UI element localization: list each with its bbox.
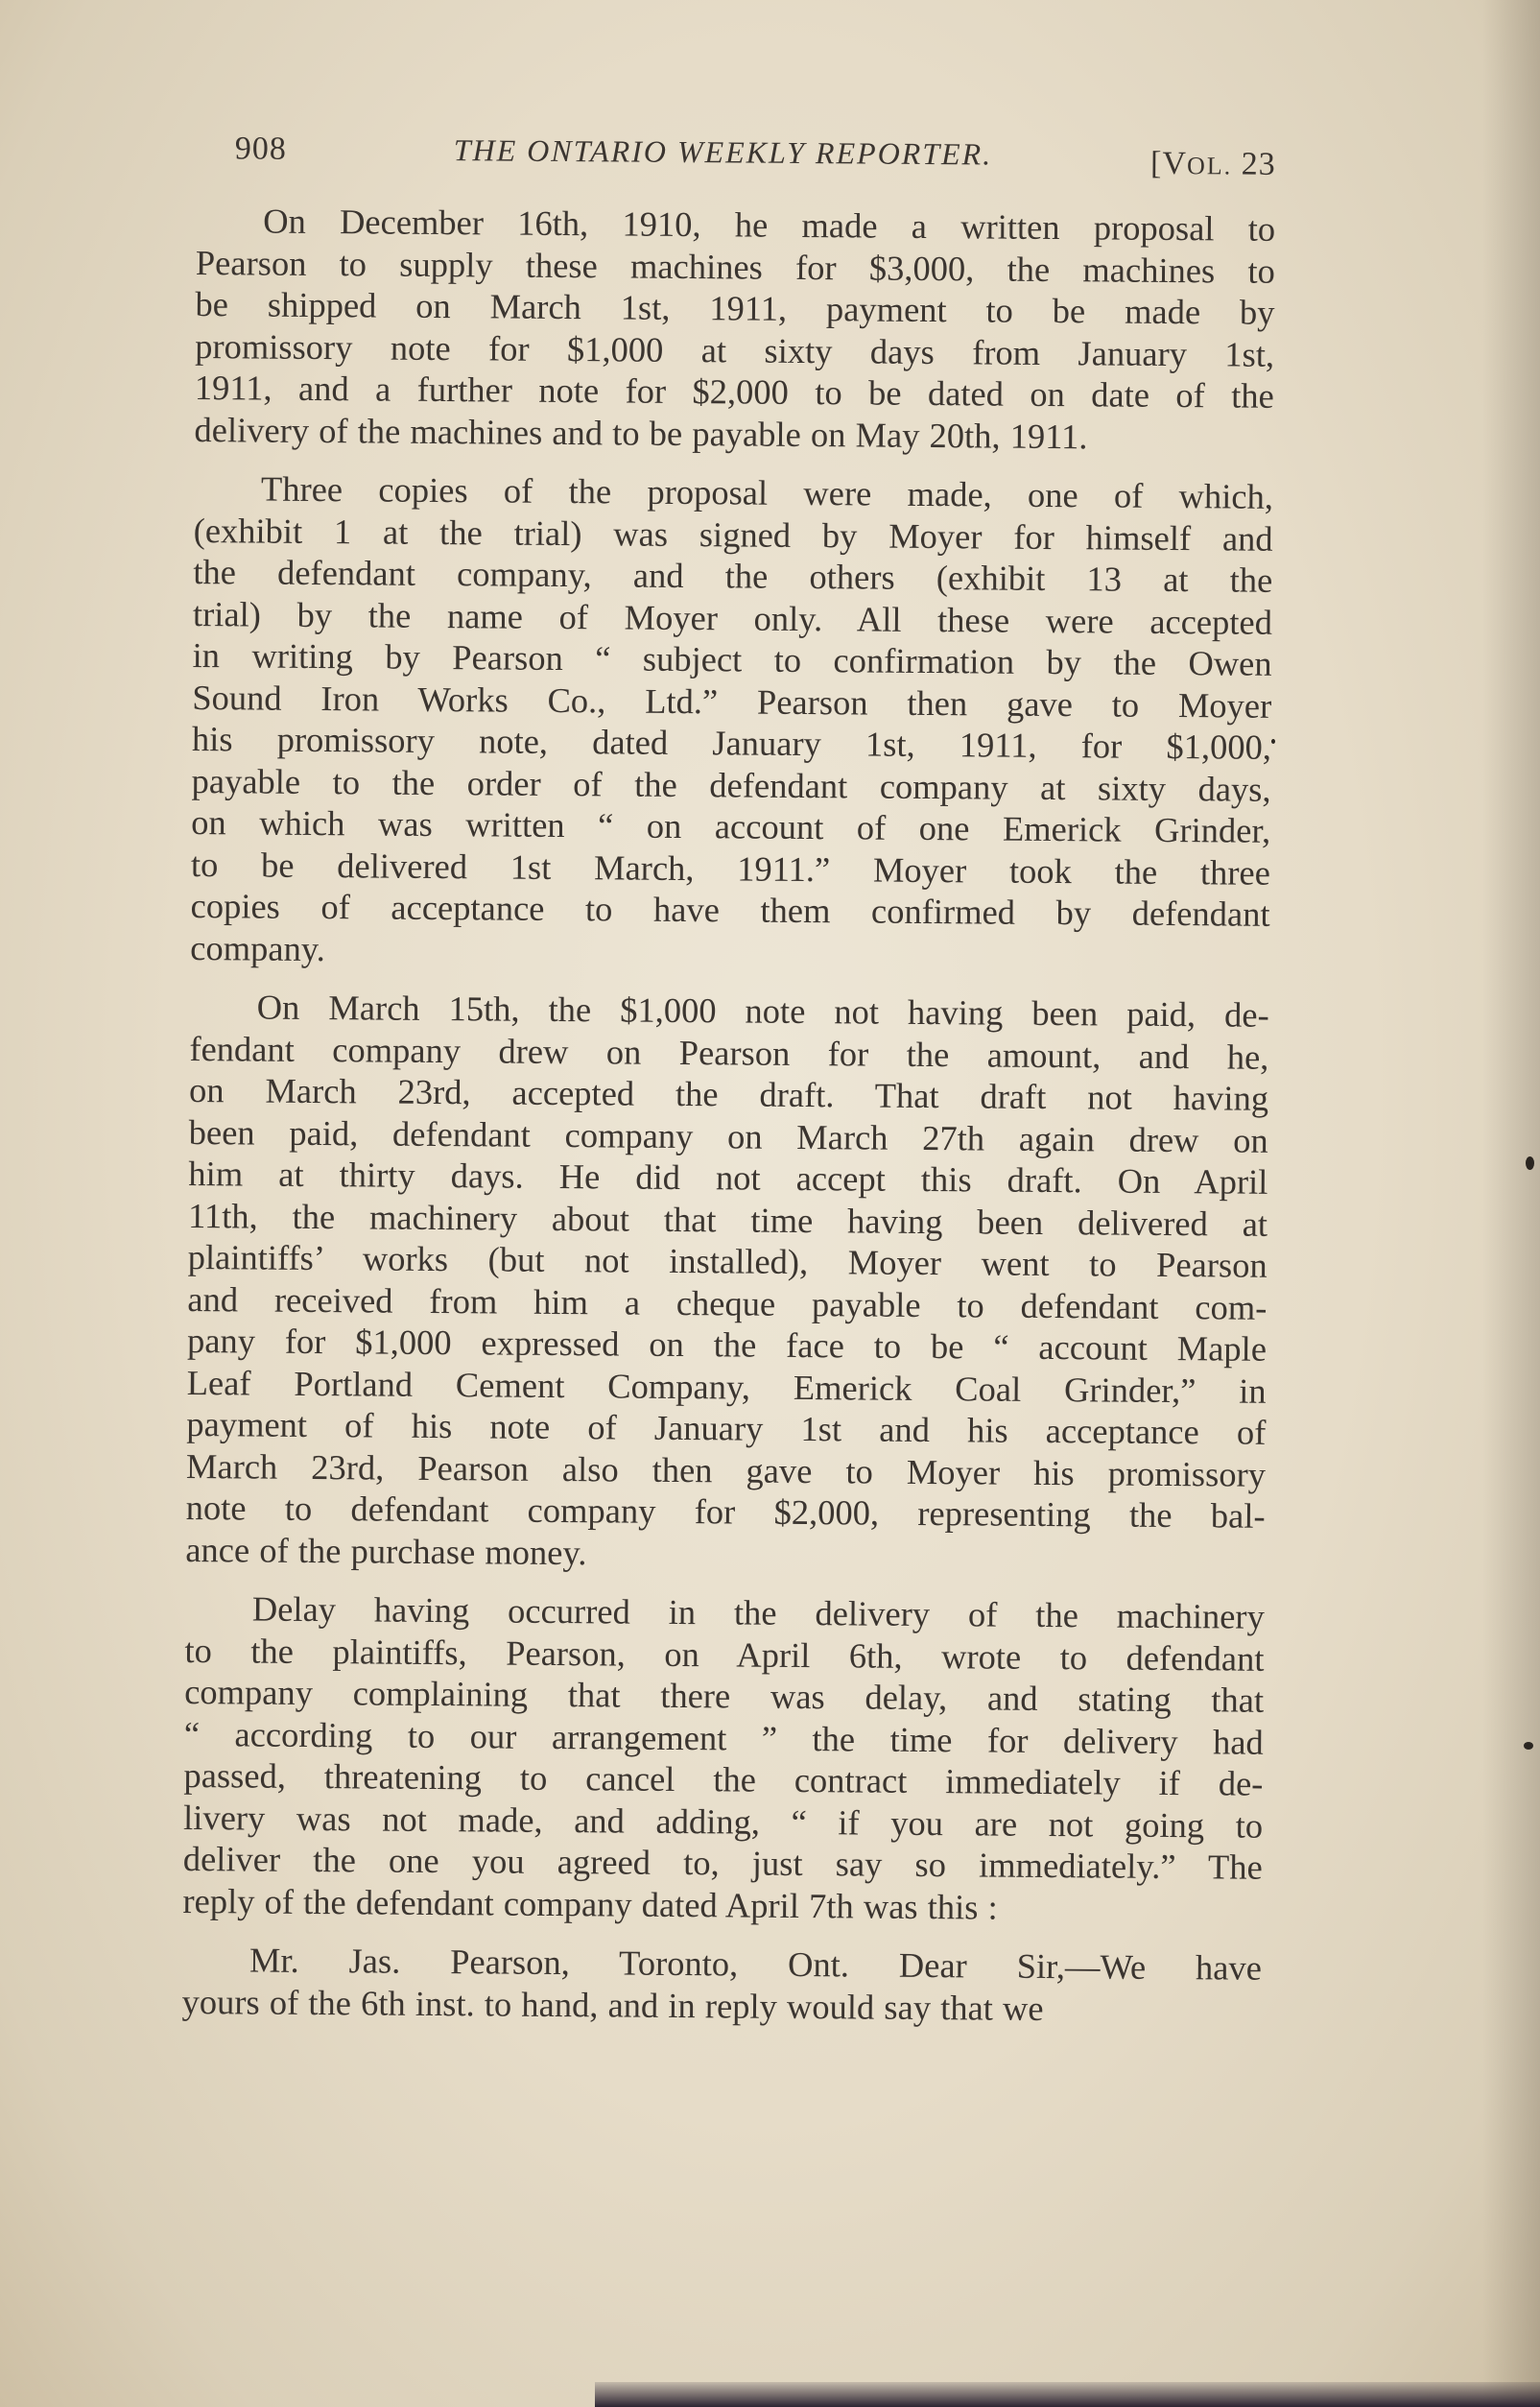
text-line: and received from him a cheque payable to defendant com- xyxy=(187,1278,1268,1327)
text-line: delivery of the machines and to be payable on May 20th, 1911. xyxy=(194,409,1088,456)
text-line: ance of the purchase money. xyxy=(185,1529,587,1572)
text-line: (exhibit 1 at the trial) was signed by Moyer for himself and xyxy=(193,510,1273,559)
text-line: On March 15th, the $1,000 note not having been paid, de- xyxy=(256,987,1269,1035)
text-line: plaintiffs’ works (but not installed), Moyer went to Pearson xyxy=(187,1236,1268,1285)
paragraph xyxy=(185,986,1269,1579)
text-line: deliver the one you agreed to, just say so immediately.” The xyxy=(182,1838,1263,1887)
page-header xyxy=(196,123,1276,208)
text-line: on which was written “ on account of one Emerick Grinder, xyxy=(191,801,1271,850)
paragraph xyxy=(194,200,1275,459)
text-line: his promissory note, dated January 1st, 1911, for $1,000, xyxy=(191,718,1272,767)
text-line: livery was not made, and adding, “ if you are not going to xyxy=(182,1797,1264,1846)
text-line: trial) by the name of Moyer only. All these were accepted xyxy=(192,593,1273,642)
text-line: payment of his note of January 1st and his acceptance of xyxy=(186,1403,1267,1452)
text-line: copies of acceptance to have them confirmed by defendant xyxy=(190,885,1270,934)
text-line: 1911, and a further note for $2,000 to be dated on date of the xyxy=(194,367,1274,416)
text-line: Mr. Jas. Pearson, Toronto, Ont. Dear Sir,—We have xyxy=(249,1940,1263,1988)
text-line: yours of the 6th inst. to hand, and in reply would say that we xyxy=(181,1981,1044,2028)
ink-speck xyxy=(1524,1742,1533,1750)
text-line: “ according to our arrangement ” the time for delivery had xyxy=(183,1713,1264,1762)
text-line: pany for $1,000 expressed on the face to be “ account Maple xyxy=(186,1320,1268,1369)
binding-edge xyxy=(595,2382,1540,2407)
text-line: March 23rd, Pearson also then gave to Moyer his promissory xyxy=(185,1445,1267,1494)
text-line: him at thirty days. He did not accept this draft. On April xyxy=(188,1153,1268,1202)
text-line: payable to the order of the defendant company at sixty days, xyxy=(191,760,1271,809)
page-edge-shadow xyxy=(1482,0,1540,2407)
page-number: 908 xyxy=(234,131,287,167)
text-line: Leaf Portland Cement Company, Emerick Coal Grinder,” in xyxy=(186,1362,1267,1411)
paragraph xyxy=(182,1587,1265,1930)
ink-speck xyxy=(1271,739,1275,744)
text-line: been paid, defendant company on March 27th again drew on xyxy=(188,1111,1268,1160)
volume-number: 23 xyxy=(1241,146,1276,182)
volume-abbrev: OL. xyxy=(1186,152,1233,180)
text-line: Delay having occurred in the delivery of the machinery xyxy=(251,1588,1265,1636)
text-line: on March 23rd, accepted the draft. That draft not having xyxy=(188,1069,1269,1118)
text-line: be shipped on March 1st, 1911, payment to be made by xyxy=(195,283,1275,332)
text-line: note to defendant company for $2,000, representing the bal- xyxy=(185,1487,1266,1536)
text-line: company complaining that there was delay, and stating that xyxy=(184,1671,1265,1720)
volume-bracket: [V xyxy=(1149,145,1188,182)
running-title: THE ONTARIO WEEKLY REPORTER. xyxy=(453,132,993,172)
text-line: company. xyxy=(190,927,325,968)
text-line: On December 16th, 1910, he made a written proposal to xyxy=(263,201,1276,249)
text-line: Sound Iron Works Co., Ltd.” Pearson then gave to Moyer xyxy=(192,677,1272,726)
text-line: fendant company drew on Pearson for the amount, and he, xyxy=(189,1028,1269,1077)
book-page xyxy=(181,123,1276,2048)
body-text xyxy=(181,200,1275,2031)
text-line: in writing by Pearson “ subject to confirmation by the Owen xyxy=(192,634,1272,683)
text-line: Pearson to supply these machines for $3,000, the machines to xyxy=(195,242,1275,291)
paragraph xyxy=(181,1939,1262,2031)
text-line: to be delivered 1st March, 1911.” Moyer took the three xyxy=(190,844,1271,893)
text-line: the defendant company, and the others (exhibit 13 at the xyxy=(193,551,1273,600)
text-line: 11th, the machinery about that time having been delivered at xyxy=(187,1195,1268,1244)
text-line: promissory note for $1,000 at sixty days from January 1st, xyxy=(195,325,1275,374)
text-line: reply of the defendant company dated April 7th was this : xyxy=(182,1880,998,1927)
volume-label xyxy=(1150,146,1276,183)
text-line: passed, threatening to cancel the contract immediately if de- xyxy=(183,1754,1264,1803)
text-line: to the plaintiffs, Pearson, on April 6th, wrote to defendant xyxy=(184,1630,1265,1679)
text-line: Three copies of the proposal were made, one of which, xyxy=(260,468,1274,516)
ink-speck xyxy=(1526,1156,1534,1170)
paragraph xyxy=(190,467,1273,977)
